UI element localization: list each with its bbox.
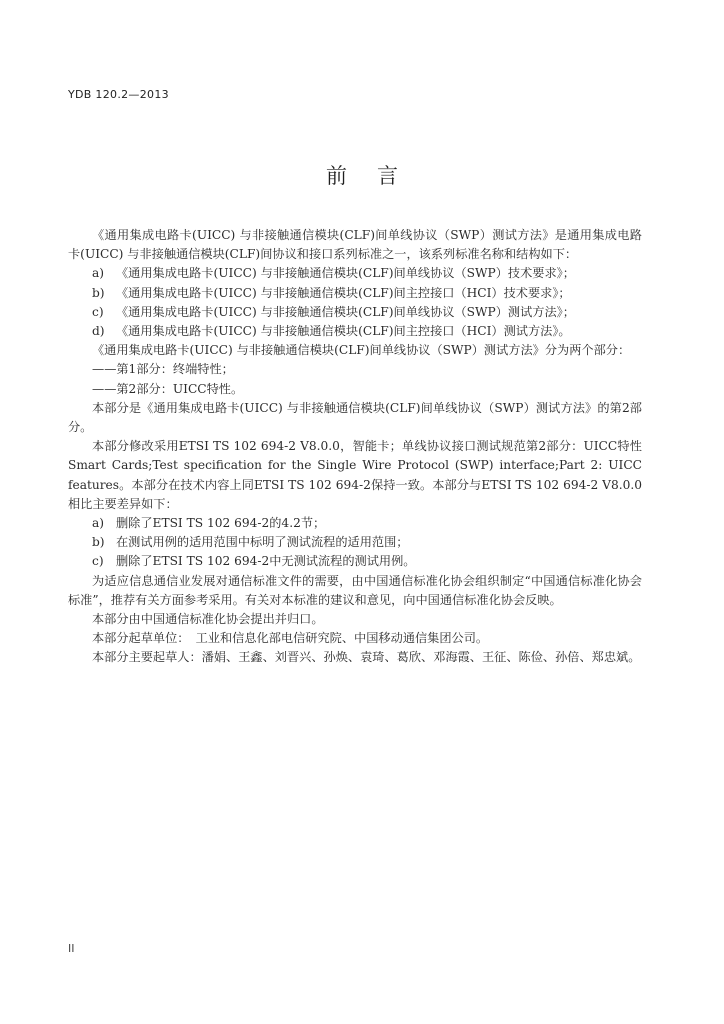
paragraph-scope: 本部分是《通用集成电路卡(UICC) 与非接触通信模块(CLF)间单线协议（SWP）测试方法》的第2部分。 xyxy=(68,400,642,435)
list-item xyxy=(68,322,642,341)
paragraph-drafters: 本部分主要起草人：潘娟、王鑫、刘晋兴、孙焕、袁琦、葛欣、邓海霞、王征、陈俭、孙倍、郑忠斌。 xyxy=(92,650,641,665)
list-label: d) xyxy=(92,324,105,339)
list-label: b) xyxy=(92,285,105,300)
list-label: b) xyxy=(92,535,105,550)
series-list xyxy=(68,264,642,341)
list-item xyxy=(68,514,642,533)
list-item xyxy=(68,303,642,322)
page-title: 前言 xyxy=(326,164,428,188)
list-text: 删除了ETSI TS 102 694-2的4.2节； xyxy=(116,516,326,531)
list-text: 《通用集成电路卡(UICC) 与非接触通信模块(CLF)间主控接口（HCI）测试方法》。 xyxy=(116,324,571,339)
list-label: c) xyxy=(92,554,104,569)
list-text: 删除了ETSI TS 102 694-2中无测试流程的测试用例。 xyxy=(116,554,416,569)
document-id: YDB 120.2—2013 xyxy=(68,88,169,101)
list-label: a) xyxy=(92,516,105,531)
list-item xyxy=(68,533,642,552)
page-number: II xyxy=(68,942,75,955)
list-text: 在测试用例的适用范围中标明了测试流程的适用范围； xyxy=(116,535,409,550)
list-label: c) xyxy=(92,304,104,319)
paragraph-parts: 《通用集成电路卡(UICC) 与非接触通信模块(CLF)间单线协议（SWP）测试方法》分为两个部分： xyxy=(92,343,631,358)
list-item xyxy=(68,264,642,283)
paragraph-drafting-units: 本部分起草单位： 工业和信息化部电信研究院、中国移动通信集团公司。 xyxy=(92,631,489,646)
paragraph-intro: 《通用集成电路卡(UICC) 与非接触通信模块(CLF)间单线协议（SWP）测试方法》是通用集成电路卡(UICC) 与非接触通信模块(CLF)间协议和接口系列标准之一，该系列标准名称和结构如下： xyxy=(68,228,642,262)
paragraph-standard-note: 为适应信息通信业发展对通信标准文件的需要，由中国通信标准化协会组织制定“中国通信标准化协会标准”，推荐有关方面参考采用。有关对本标准的建议和意见，向中国通信标准化协会反映。 xyxy=(68,573,642,607)
list-text: 《通用集成电路卡(UICC) 与非接触通信模块(CLF)间单线协议（SWP）技术要求》； xyxy=(116,266,575,281)
part-1: ——第1部分：终端特性； xyxy=(92,362,234,377)
part-2: ——第2部分：UICC特性。 xyxy=(92,381,244,396)
list-item xyxy=(68,552,642,571)
list-text: 《通用集成电路卡(UICC) 与非接触通信模块(CLF)间主控接口（HCI）技术要求》； xyxy=(116,285,571,300)
paragraph-proposer: 本部分由中国通信标准化协会提出并归口。 xyxy=(92,612,324,627)
foreword-body xyxy=(68,226,642,668)
paragraph-adoption: 本部分修改采用ETSI TS 102 694-2 V8.0.0，智能卡；单线协议接口测试规范第2部分：UICC特性 Smart Cards;Test specification for the Single Wire Protocol (SWP) interface;Part 2: UICC features。本部分在技术内容上同ETSI TS 102 694-2保持一致。本部分与ETSI TS 102 694-2 V8.0.0相比主要差异如下： xyxy=(68,439,642,511)
list-text: 《通用集成电路卡(UICC) 与非接触通信模块(CLF)间单线协议（SWP）测试方法》； xyxy=(116,304,575,319)
list-item xyxy=(68,284,642,303)
list-label: a) xyxy=(92,266,105,281)
differences-list xyxy=(68,514,642,572)
